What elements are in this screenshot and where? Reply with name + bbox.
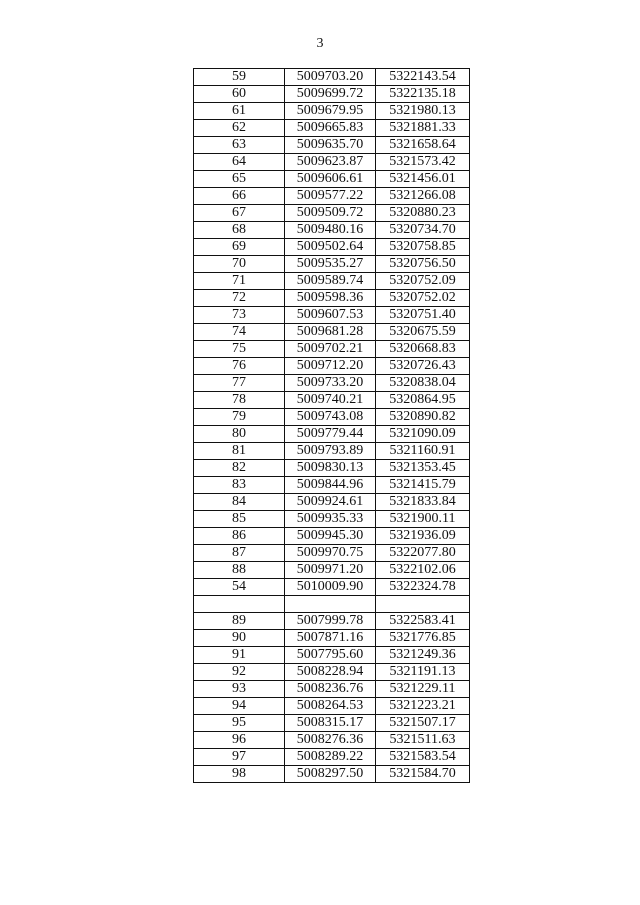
x-coordinate-cell: 5009681.28	[285, 324, 376, 341]
point-number-cell: 62	[194, 120, 285, 137]
table-row	[194, 307, 470, 324]
y-coordinate-cell: 5320751.40	[376, 307, 470, 324]
table-row	[194, 426, 470, 443]
table-row	[194, 460, 470, 477]
point-number-cell: 88	[194, 562, 285, 579]
x-coordinate-cell: 5008276.36	[285, 732, 376, 749]
x-coordinate-cell: 5009743.08	[285, 409, 376, 426]
table-row	[194, 86, 470, 103]
table-row	[194, 545, 470, 562]
point-number-cell: 65	[194, 171, 285, 188]
x-coordinate-cell: 5009502.64	[285, 239, 376, 256]
y-coordinate-cell: 5320734.70	[376, 222, 470, 239]
y-coordinate-cell: 5321511.63	[376, 732, 470, 749]
x-coordinate-cell: 5009679.95	[285, 103, 376, 120]
point-number-cell: 82	[194, 460, 285, 477]
y-coordinate-cell: 5321266.08	[376, 188, 470, 205]
point-number-cell: 63	[194, 137, 285, 154]
point-number-cell: 70	[194, 256, 285, 273]
y-coordinate-cell: 5321191.13	[376, 664, 470, 681]
y-coordinate-cell: 5322077.80	[376, 545, 470, 562]
y-coordinate-cell: 5322143.54	[376, 69, 470, 86]
x-coordinate-cell: 5009779.44	[285, 426, 376, 443]
x-coordinate-cell: 5010009.90	[285, 579, 376, 596]
x-coordinate-cell: 5009635.70	[285, 137, 376, 154]
table-row	[194, 154, 470, 171]
table-row	[194, 443, 470, 460]
point-number-cell: 80	[194, 426, 285, 443]
y-coordinate-cell: 5321160.91	[376, 443, 470, 460]
point-number-cell: 74	[194, 324, 285, 341]
table-row	[194, 511, 470, 528]
x-coordinate-cell: 5009733.20	[285, 375, 376, 392]
x-coordinate-cell: 5008289.22	[285, 749, 376, 766]
table-row	[194, 256, 470, 273]
x-coordinate-cell	[285, 596, 376, 613]
y-coordinate-cell: 5321833.84	[376, 494, 470, 511]
table-row	[194, 749, 470, 766]
table-row	[194, 222, 470, 239]
y-coordinate-cell	[376, 596, 470, 613]
table-row	[194, 358, 470, 375]
y-coordinate-cell: 5320752.09	[376, 273, 470, 290]
x-coordinate-cell: 5009535.27	[285, 256, 376, 273]
point-number-cell: 60	[194, 86, 285, 103]
point-number-cell: 97	[194, 749, 285, 766]
y-coordinate-cell: 5320752.02	[376, 290, 470, 307]
point-number-cell: 64	[194, 154, 285, 171]
y-coordinate-cell: 5320758.85	[376, 239, 470, 256]
coordinates-table	[193, 68, 470, 783]
table-row	[194, 103, 470, 120]
x-coordinate-cell: 5009480.16	[285, 222, 376, 239]
y-coordinate-cell: 5321353.45	[376, 460, 470, 477]
x-coordinate-cell: 5009702.21	[285, 341, 376, 358]
y-coordinate-cell: 5321776.85	[376, 630, 470, 647]
page-number: 3	[316, 36, 324, 51]
x-coordinate-cell: 5009970.75	[285, 545, 376, 562]
y-coordinate-cell: 5322135.18	[376, 86, 470, 103]
point-number-cell: 69	[194, 239, 285, 256]
y-coordinate-cell: 5320890.82	[376, 409, 470, 426]
x-coordinate-cell: 5009699.72	[285, 86, 376, 103]
x-coordinate-cell: 5009598.36	[285, 290, 376, 307]
x-coordinate-cell: 5009971.20	[285, 562, 376, 579]
y-coordinate-cell: 5321507.17	[376, 715, 470, 732]
y-coordinate-cell: 5321456.01	[376, 171, 470, 188]
table-row	[194, 324, 470, 341]
point-number-cell: 77	[194, 375, 285, 392]
x-coordinate-cell: 5007795.60	[285, 647, 376, 664]
y-coordinate-cell: 5322102.06	[376, 562, 470, 579]
y-coordinate-cell: 5321229.11	[376, 681, 470, 698]
point-number-cell: 54	[194, 579, 285, 596]
y-coordinate-cell: 5320726.43	[376, 358, 470, 375]
point-number-cell: 66	[194, 188, 285, 205]
point-number-cell: 91	[194, 647, 285, 664]
x-coordinate-cell: 5009740.21	[285, 392, 376, 409]
table-row	[194, 562, 470, 579]
y-coordinate-cell: 5321658.64	[376, 137, 470, 154]
point-number-cell: 67	[194, 205, 285, 222]
point-number-cell: 79	[194, 409, 285, 426]
table-separator-row	[194, 596, 470, 613]
table-row	[194, 392, 470, 409]
y-coordinate-cell: 5320668.83	[376, 341, 470, 358]
y-coordinate-cell: 5321573.42	[376, 154, 470, 171]
point-number-cell: 89	[194, 613, 285, 630]
x-coordinate-cell: 5007999.78	[285, 613, 376, 630]
table-row	[194, 205, 470, 222]
point-number-cell: 93	[194, 681, 285, 698]
point-number-cell: 87	[194, 545, 285, 562]
table-row	[194, 137, 470, 154]
x-coordinate-cell: 5009703.20	[285, 69, 376, 86]
table-row	[194, 188, 470, 205]
point-number-cell: 94	[194, 698, 285, 715]
y-coordinate-cell: 5321936.09	[376, 528, 470, 545]
x-coordinate-cell: 5008264.53	[285, 698, 376, 715]
table-row	[194, 409, 470, 426]
table-row	[194, 647, 470, 664]
point-number-cell: 68	[194, 222, 285, 239]
point-number-cell: 85	[194, 511, 285, 528]
table-row	[194, 732, 470, 749]
y-coordinate-cell: 5320838.04	[376, 375, 470, 392]
x-coordinate-cell: 5009589.74	[285, 273, 376, 290]
y-coordinate-cell: 5320675.59	[376, 324, 470, 341]
x-coordinate-cell: 5008297.50	[285, 766, 376, 783]
y-coordinate-cell: 5321090.09	[376, 426, 470, 443]
x-coordinate-cell: 5009844.96	[285, 477, 376, 494]
point-number-cell: 92	[194, 664, 285, 681]
table-row	[194, 766, 470, 783]
x-coordinate-cell: 5009712.20	[285, 358, 376, 375]
point-number-cell: 81	[194, 443, 285, 460]
point-number-cell: 75	[194, 341, 285, 358]
x-coordinate-cell: 5008236.76	[285, 681, 376, 698]
x-coordinate-cell: 5009945.30	[285, 528, 376, 545]
x-coordinate-cell: 5008315.17	[285, 715, 376, 732]
point-number-cell: 98	[194, 766, 285, 783]
coordinates-table-body	[194, 69, 470, 783]
table-row	[194, 715, 470, 732]
y-coordinate-cell: 5322583.41	[376, 613, 470, 630]
point-number-cell: 59	[194, 69, 285, 86]
y-coordinate-cell: 5320756.50	[376, 256, 470, 273]
table-row	[194, 273, 470, 290]
x-coordinate-cell: 5009607.53	[285, 307, 376, 324]
y-coordinate-cell: 5321881.33	[376, 120, 470, 137]
table-row	[194, 477, 470, 494]
table-row	[194, 630, 470, 647]
point-number-cell: 73	[194, 307, 285, 324]
y-coordinate-cell: 5320880.23	[376, 205, 470, 222]
point-number-cell: 61	[194, 103, 285, 120]
point-number-cell: 78	[194, 392, 285, 409]
table-row	[194, 290, 470, 307]
y-coordinate-cell: 5322324.78	[376, 579, 470, 596]
y-coordinate-cell: 5321583.54	[376, 749, 470, 766]
table-row	[194, 579, 470, 596]
x-coordinate-cell: 5009830.13	[285, 460, 376, 477]
table-row	[194, 698, 470, 715]
point-number-cell: 83	[194, 477, 285, 494]
x-coordinate-cell: 5009793.89	[285, 443, 376, 460]
table-row	[194, 528, 470, 545]
x-coordinate-cell: 5009665.83	[285, 120, 376, 137]
point-number-cell: 95	[194, 715, 285, 732]
x-coordinate-cell: 5009924.61	[285, 494, 376, 511]
y-coordinate-cell: 5320864.95	[376, 392, 470, 409]
point-number-cell: 90	[194, 630, 285, 647]
y-coordinate-cell: 5321415.79	[376, 477, 470, 494]
table-row	[194, 664, 470, 681]
table-row	[194, 494, 470, 511]
x-coordinate-cell: 5009509.72	[285, 205, 376, 222]
table-row	[194, 171, 470, 188]
table-row	[194, 341, 470, 358]
y-coordinate-cell: 5321584.70	[376, 766, 470, 783]
point-number-cell: 72	[194, 290, 285, 307]
x-coordinate-cell: 5009623.87	[285, 154, 376, 171]
x-coordinate-cell: 5009606.61	[285, 171, 376, 188]
point-number-cell: 96	[194, 732, 285, 749]
table-row	[194, 69, 470, 86]
y-coordinate-cell: 5321980.13	[376, 103, 470, 120]
x-coordinate-cell: 5008228.94	[285, 664, 376, 681]
x-coordinate-cell: 5009577.22	[285, 188, 376, 205]
y-coordinate-cell: 5321249.36	[376, 647, 470, 664]
table-row	[194, 239, 470, 256]
y-coordinate-cell: 5321223.21	[376, 698, 470, 715]
point-number-cell: 84	[194, 494, 285, 511]
x-coordinate-cell: 5007871.16	[285, 630, 376, 647]
point-number-cell: 76	[194, 358, 285, 375]
table-row	[194, 681, 470, 698]
table-row	[194, 120, 470, 137]
y-coordinate-cell: 5321900.11	[376, 511, 470, 528]
table-row	[194, 375, 470, 392]
table-row	[194, 613, 470, 630]
x-coordinate-cell: 5009935.33	[285, 511, 376, 528]
point-number-cell: 71	[194, 273, 285, 290]
point-number-cell	[194, 596, 285, 613]
point-number-cell: 86	[194, 528, 285, 545]
